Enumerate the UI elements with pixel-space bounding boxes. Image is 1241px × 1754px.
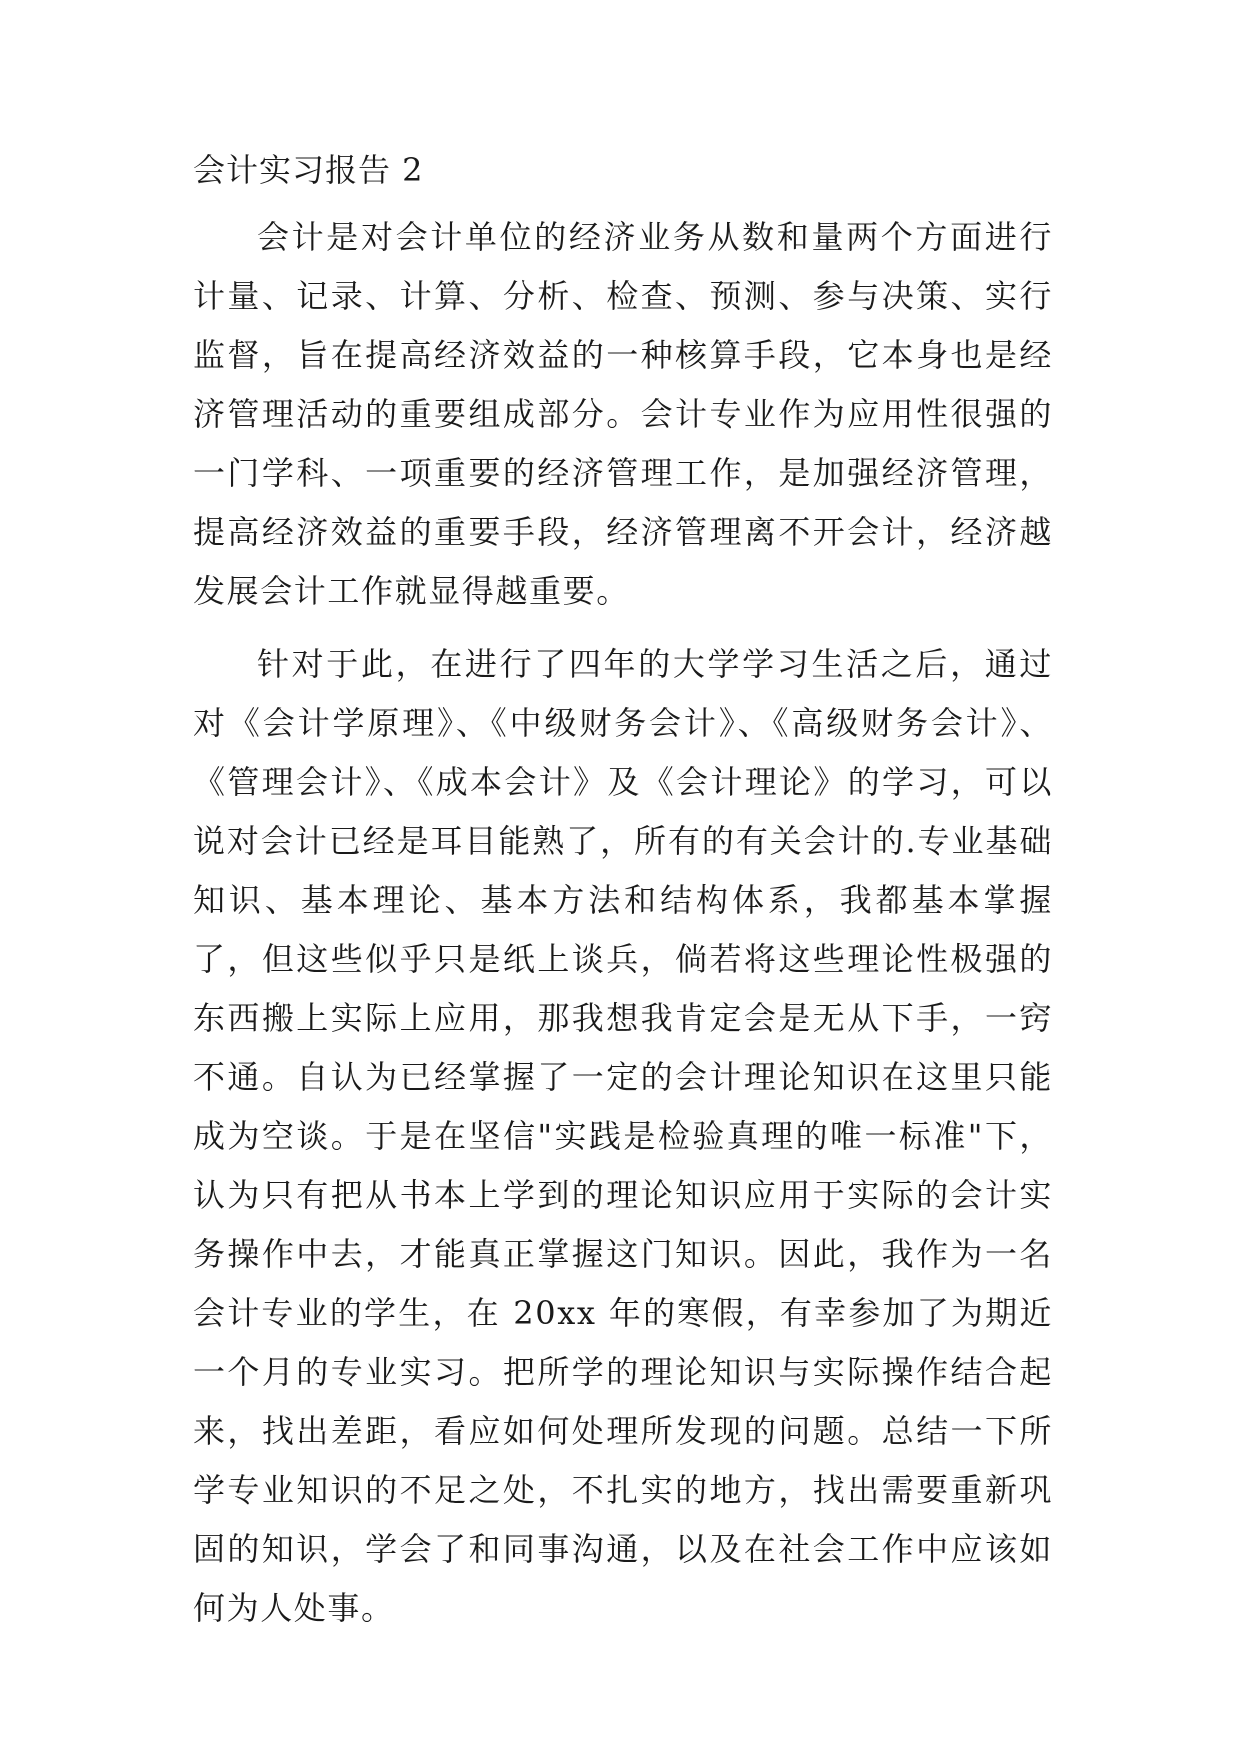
- paragraph-2: 针对于此，在进行了四年的大学学习生活之后，通过对《会计学原理》、《中级财务会计》、《高级财务会计》、《管理会计》、《成本会计》及《会计理论》的学习，可以说对会计已经是耳目能熟了，所有的有关会计的.专业基础知识、基本理论、基本方法和结构体系，我都基本掌握了，但这些似乎只是纸上谈兵，倘若将这些理论性极强的东西搬上实际上应用，那我想我肯定会是无从下手，一窍不通。自认为已经掌握了一定的会计理论知识在这里只能成为空谈。于是在坚信"实践是检验真理的唯一标准"下，认为只有把从书本上学到的理论知识应用于实际的会计实务操作中去，才能真正掌握这门知识。因此，我作为一名会计专业的学生，在 20xx 年的寒假，有幸参加了为期近一个月的专业实习。把所学的理论知识与实际操作结合起来，找出差距，看应如何处理所发现的问题。总结一下所学专业知识的不足之处，不扎实的地方，找出需要重新巩固的知识，学会了和同事沟通，以及在社会工作中应该如何为人处事。: [193, 645, 1053, 1627]
- document-page: [193, 150, 1053, 1652]
- paragraph-1: 会计是对会计单位的经济业务从数和量两个方面进行计量、记录、计算、分析、检查、预测、参与决策、实行监督，旨在提高经济效益的一种核算手段，它本身也是经济管理活动的重要组成部分。会计专业作为应用性很强的一门学科、一项重要的经济管理工作，是加强经济管理，提高经济效益的重要手段，经济管理离不开会计，经济越发展会计工作就显得越重要。: [193, 218, 1053, 610]
- document-title: 会计实习报告 2: [193, 151, 424, 189]
